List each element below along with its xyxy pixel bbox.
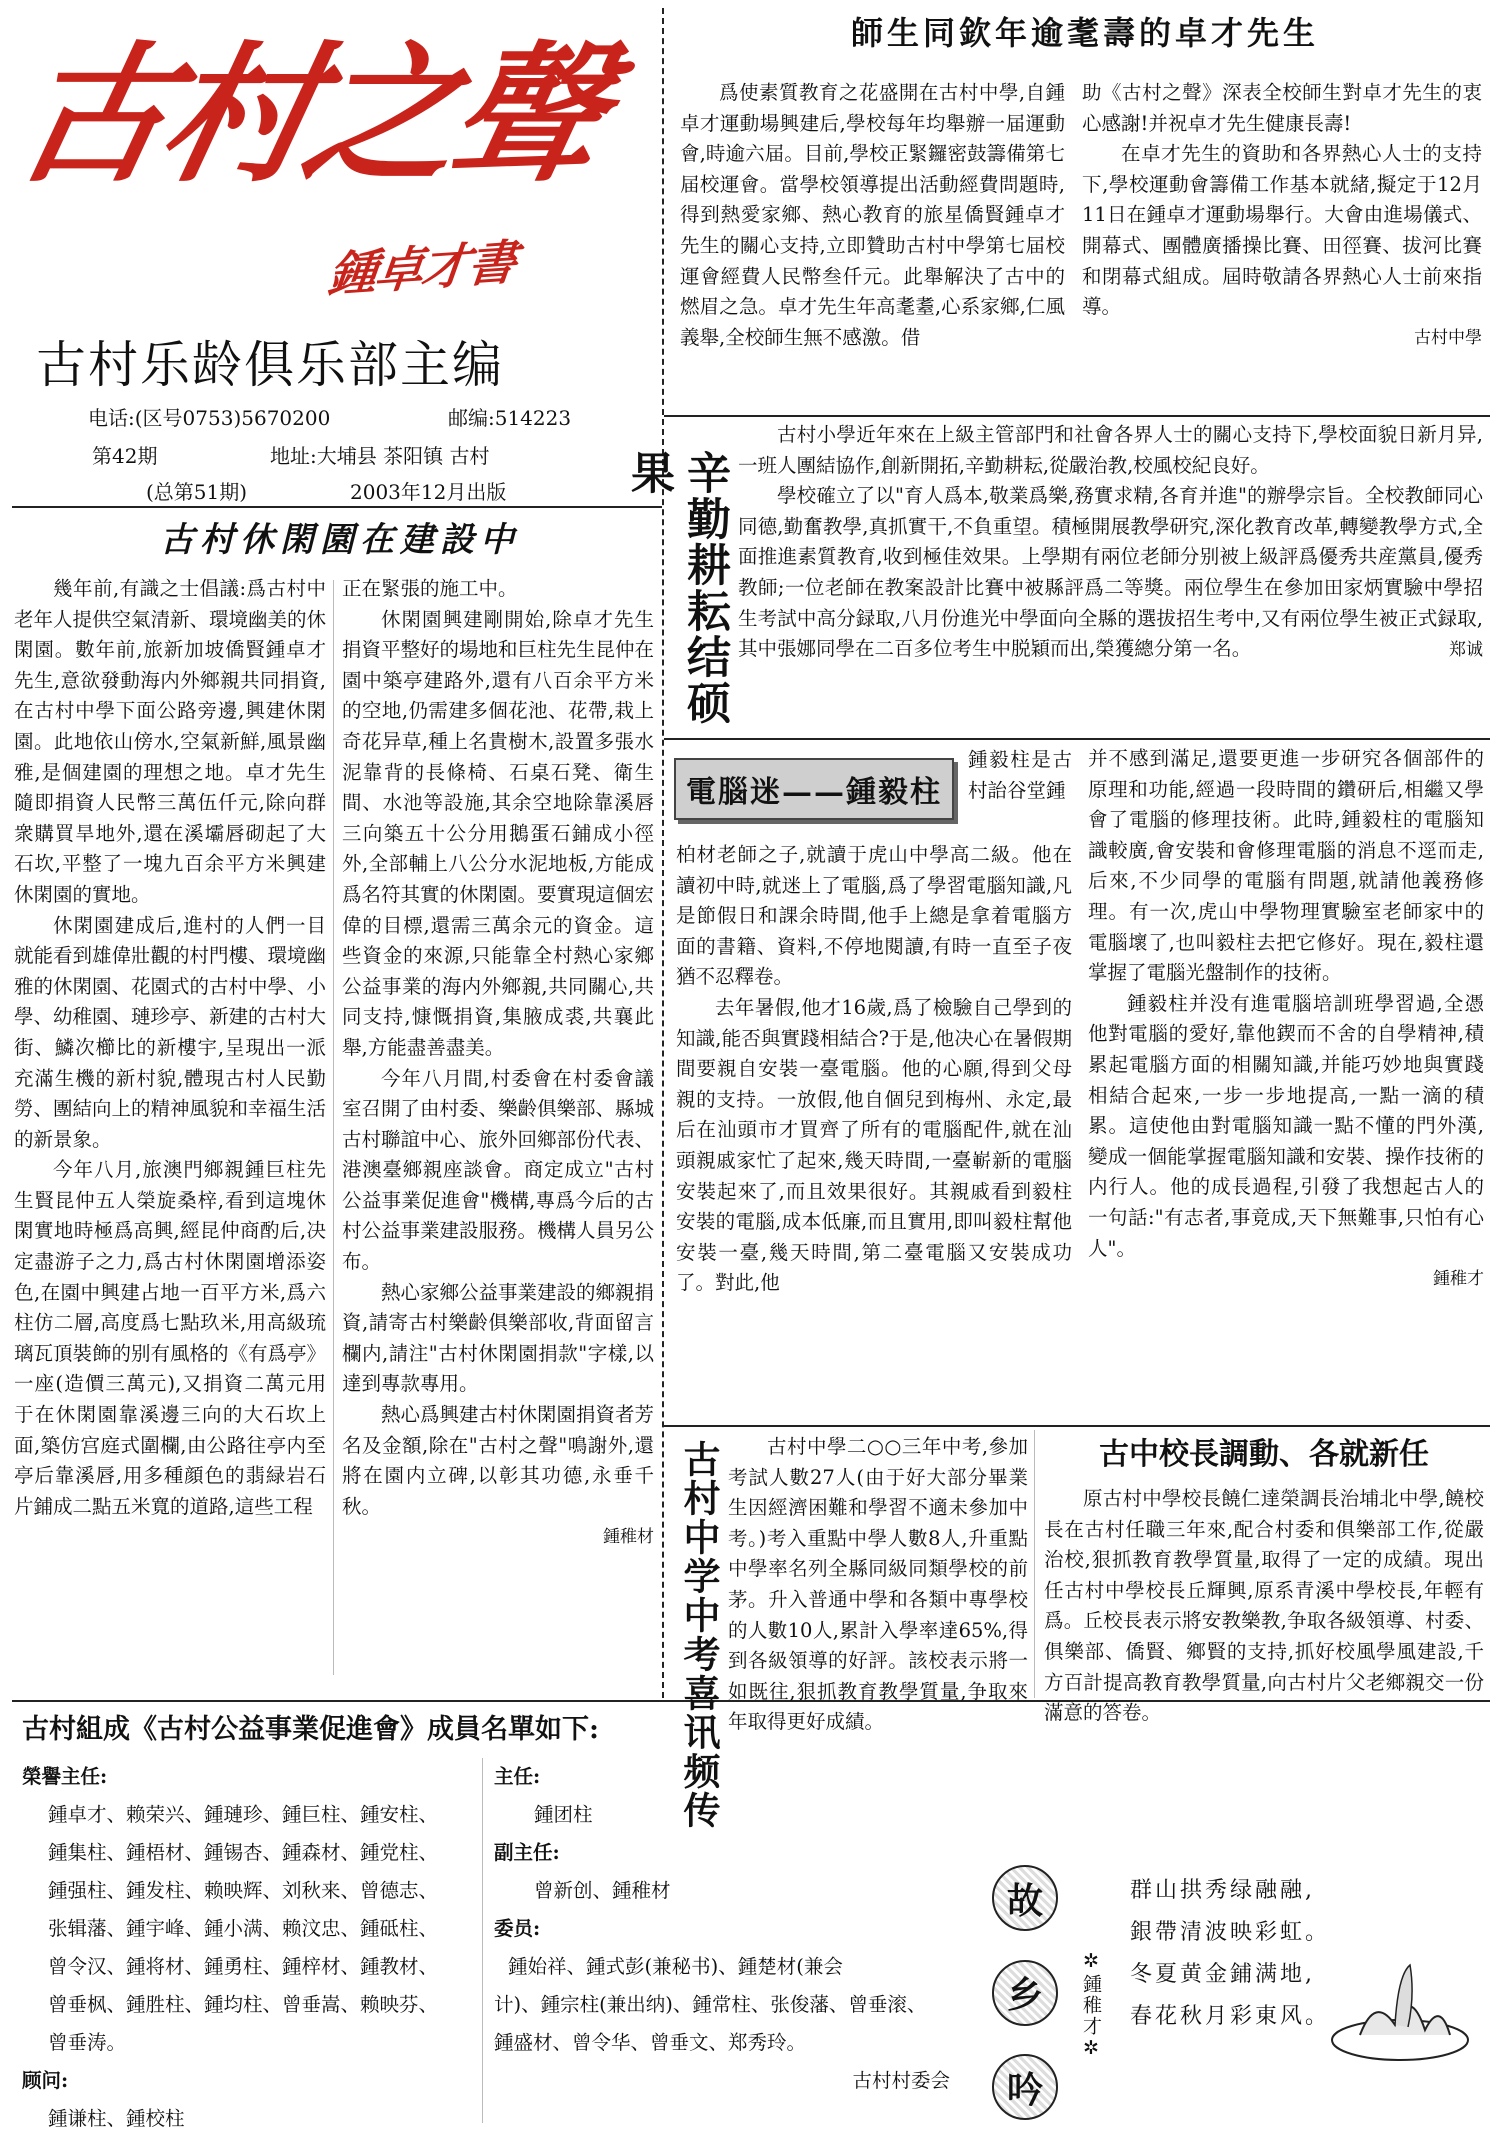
zhuocai-col2 bbox=[1082, 78, 1482, 408]
divider-right-3 bbox=[664, 1425, 1490, 1427]
poem-author: ✲鍾稚才✲ bbox=[1080, 1950, 1102, 2061]
committee-label: 委员: bbox=[494, 1917, 541, 1940]
park-headline: 古村休閑園在建設中 bbox=[160, 520, 520, 560]
park-col2 bbox=[342, 574, 654, 1686]
park-col2-p5: 熱心爲興建古村休閑園捐資者芳名及金額,除在"古村之聲"鳴謝外,還將在園内立碑,以彰其功德,永垂千秋。 bbox=[342, 1403, 654, 1518]
honorary-line: 曾令汉、鍾将材、鍾勇柱、鍾梓材、鍾教材、 bbox=[48, 1955, 439, 1978]
computer-col2-p1: 并不感到滿足,還要更進一步研究各個部件的原理和功能,經過一段時間的鑽研后,相繼又學會了電腦的修理技術。此時,鍾毅柱的電腦知識較廣,會安裝和會修理電腦的消息不逕而走,后來,不少同學的電腦有問題,就請他義務修理。有一次,虎山中學物理實驗室老師家中的電腦壞了,也叫毅柱去把它修好。現在,毅柱還掌握了電腦光盤制作的技術。 bbox=[1088, 747, 1484, 985]
computer-col2-p2: 鍾毅柱并没有進電腦培訓班學習過,全憑他對電腦的愛好,靠他鍥而不舍的自學精神,積累起電腦方面的相關知識,并能巧妙地與實踐相結合起來,一步一步地提高,一點一滴的積累。這使他由對電腦知識一點不懂的門外漢,變成一個能掌握電腦知識和安裝、操作技術的内行人。他的成長過程,引發了我想起古人的一句話:"有志者,事竟成,天下無難事,只怕有心人"。 bbox=[1088, 991, 1484, 1260]
honorary-line: 曾垂涛。 bbox=[48, 2031, 127, 2054]
honorary-line: 鍾强柱、鍾发柱、赖映辉、刘秋来、曾德志、 bbox=[48, 1879, 439, 1902]
poem-line: 冬夏黄金鋪满地, bbox=[1130, 1962, 1315, 1987]
zhuocai-col1-text: 爲使素質教育之花盛開在古村中學,自鍾卓才運動場興建后,學校每年均舉辦一届運動會,時逾六届。目前,學校正緊鑼密鼓籌備第七届校運會。當學校領導提出活動經費問題時,得到熱愛家鄉、熱心教育的旅星僑賢鍾卓才先生的關心支持,立即贊助古村中學第七届校運會經費人民幣叁仟元。此舉解決了古中的燃眉之急。卓才先生年高耄耋,心系家鄉,仁風義舉,全校師生無不感激。借 bbox=[680, 81, 1065, 349]
park-col2-p2: 休閑園興建剛開始,除卓才先生捐資平整好的場地和巨柱先生昆仲在園中築亭建路外,還有八百余平方米的空地,仍需建多個花池、花帶,栽上奇花异草,種上名貴樹木,設置多張水泥靠背的長條椅、石桌石凳、衛生間、水池等設施,其余空地除靠溪唇三向築五十公分用鵝蛋石鋪成小徑外,全部輔上八公分水泥地板,方能成爲名符其實的休閑園。要實現這個宏偉的目標,還需三萬余元的資金。這些資金的來源,只能靠全村熱心家鄉公益事業的海内外鄉親,共同關心,共同支持,慷慨捐資,集腋成裘,共襄此舉,方能盡善盡美。 bbox=[342, 607, 654, 1059]
park-col1-p3: 今年八月,旅澳門鄉親鍾巨柱先生賢昆仲五人榮旋桑梓,看到這塊休閑實地時極爲高興,經昆仲商酌后,决定盡游子之力,爲古村休閑園增添姿色,在園中興建占地一百平方米,爲六柱仿二層,高度爲七點玖米,用高級琉璃瓦頂裝飾的别有風格的《有爲亭》一座(造價三萬元),又捐資二萬元用于在休閑園靠溪邊三向的大石坎上面,築仿宫庭式圍欄,由公路往亭内至亭后靠溪唇,用多種顔色的翡緑岩石片鋪成二點五米寬的道路,這些工程 bbox=[14, 1158, 326, 1518]
divider-park-cols bbox=[333, 580, 334, 1675]
lotus-illustration bbox=[1320, 1955, 1470, 2065]
park-col2-p4: 熱心家鄉公益事業建設的鄉親捐資,請寄古村樂齡俱樂部收,背面留言欄内,請注"古村休閑園捐款"字樣,以達到專款專用。 bbox=[342, 1280, 654, 1396]
computer-col2 bbox=[1088, 744, 1484, 1422]
masthead-phone: 电话:(区号0753)5670200 bbox=[88, 406, 331, 430]
principal-body bbox=[1044, 1484, 1484, 1859]
divider-right-1 bbox=[664, 415, 1490, 417]
computer-col1-top-text: 鍾毅柱是古村詒谷堂鍾 bbox=[968, 748, 1072, 802]
poem-line: 銀帶清波映彩虹。 bbox=[1130, 1920, 1331, 1945]
masthead-calligrapher: 鍾卓才書 bbox=[325, 234, 518, 304]
school-p2: 學校確立了以"育人爲本,敬業爲樂,務實求精,各育并進"的辦學宗旨。全校教師同心同德,勤奮教學,真抓實干,不負重望。積極開展教學研究,深化教育改革,轉變教學方式,全面推進素質教育,收到極佳效果。上學期有兩位老師分别被上級評爲優秀共産黨員,優秀教師;一位老師在教案設計比賽中被縣評爲二等獎。兩位學生在參加田家炳實驗中學招生考試中高分録取,八月份進光中學面向全縣的選拔招生考中,又有兩位學生被正式録取,其中張娜同學在二百多位考生中脱穎而出,榮獲總分第一名。 bbox=[738, 484, 1483, 661]
vice-label: 副主任: bbox=[494, 1841, 560, 1864]
committee-line: 鍾始祥、鍾式彭(兼秘书)、鍾楚材(兼会 bbox=[508, 1955, 843, 1978]
zhuocai-col2-text-a: 助《古村之聲》深表全校師生對卓才先生的衷心感謝!并祝卓才先生健康長壽! bbox=[1082, 81, 1482, 135]
advisor-label: 顾问: bbox=[22, 2069, 69, 2092]
members-officers bbox=[494, 1758, 964, 2100]
masthead-issue: 第42期 bbox=[92, 444, 158, 468]
park-col1-p1: 幾年前,有識之士倡議:爲古村中老年人提供空氣清新、環境幽美的休閑園。數年前,旅新加坡僑賢鍾卓才先生,意欲發動海内外鄉親共同捐資,在古村中學下面公路旁邊,興建休閑園。此地依山傍水,空氣新鮮,風景幽雅,是個建園的理想之地。卓才先生隨即捐資人民幣三萬伍仟元,除向群衆購買旱地外,還在溪壩唇砌起了大石坎,平整了一塊九百余平方米興建休閑園的實地。 bbox=[14, 577, 326, 906]
poem-title bbox=[985, 1865, 1065, 2120]
masthead-address: 地址:大埔县 茶阳镇 古村 bbox=[270, 444, 490, 468]
members-headline: 古村組成《古村公益事業促進會》成員名單如下: bbox=[22, 1714, 599, 1745]
computer-headline: 電腦迷——鍾毅柱 bbox=[686, 775, 942, 810]
masthead-date: 2003年12月出版 bbox=[350, 480, 507, 504]
computer-col1-top bbox=[968, 744, 1072, 839]
exam-vertical-title: 古村中学中考喜讯频传 bbox=[677, 1440, 721, 1830]
honorary-line: 曾垂枫、鍾胜柱、鍾均柱、曾垂嵩、赖映芬、 bbox=[48, 1993, 439, 2016]
computer-col1 bbox=[676, 840, 1072, 1420]
principal-text: 原古村中學校長饒仁達榮調長治埔北中學,饒校長在古村任職三年來,配合村委和俱樂部工作,從嚴治校,狠抓教育教學質量,取得了一定的成績。現出任古村中學校長丘輝興,原系青溪中學校長,年輕有爲。丘校長表示將安教樂教,争取各級領導、村委、俱樂部、僑賢、鄉賢的支持,抓好校風學風建設,千方百計提高教育教學質量,向古村片父老鄉親交一份滿意的答卷。 bbox=[1044, 1487, 1484, 1725]
poem-title-char: 乡 bbox=[992, 1960, 1058, 2026]
director-label: 主任: bbox=[494, 1765, 541, 1788]
vice: 曾新创、鍾稚材 bbox=[534, 1879, 671, 1902]
exam-text: 古村中學二○○三年中考,參加考試人數27人(由于好大部分畢業生因經濟困難和學習不適未參加中考。)考入重點中學人數8人,升重點中學率名列全縣同級同類學校的前茅。升入普通中學和各類中專學校的人數10人,累計入學率達65%,得到各級領導的好評。該校表示將一如既往,狠抓教育教學質量,争取來年取得更好成績。 bbox=[728, 1435, 1028, 1734]
masthead-postcode: 邮编:514223 bbox=[448, 406, 572, 430]
divider-right-2 bbox=[664, 738, 1490, 740]
zhuocai-signature: 古村中學 bbox=[1414, 327, 1482, 348]
zhuocai-col1 bbox=[680, 78, 1065, 408]
masthead-total-issue: (总第51期) bbox=[146, 480, 248, 504]
divider-masthead-bottom bbox=[12, 506, 662, 508]
park-col2-p3: 今年八月間,村委會在村委會議室召開了由村委、樂齡俱樂部、縣城古村聯誼中心、旅外回鄉部份代表、港澳臺鄉親座談會。商定成立"古村公益事業促進會"機構,專爲今后的古村公益事業建設服務。機構人員另公布。 bbox=[342, 1066, 654, 1274]
computer-signature: 鍾稚才 bbox=[1433, 1269, 1484, 1290]
masthead-editor: 古村乐龄俱乐部主编 bbox=[36, 336, 504, 394]
advisors: 鍾谦柱、鍾校柱 bbox=[48, 2107, 185, 2130]
poem-line: 春花秋月彩東风。 bbox=[1130, 2004, 1331, 2029]
masthead-title: 古村之聲 bbox=[2, 27, 616, 203]
school-p1: 古村小學近年來在上級主管部門和社會各界人士的關心支持下,學校面貌日新月异,一班人團結協作,創新開拓,辛勤耕耘,從嚴治教,校風校紀良好。 bbox=[738, 423, 1483, 477]
divider-center-vertical bbox=[662, 8, 664, 1698]
honorary-line: 鍾集柱、鍾梧材、鍾锡杏、鍾森材、鍾党柱、 bbox=[48, 1841, 439, 1864]
poem-line: 群山拱秀绿融融, bbox=[1130, 1878, 1315, 1903]
computer-headline-box bbox=[674, 758, 954, 820]
computer-col1-p2: 去年暑假,他才16歲,爲了檢驗自己學到的知識,能否與實踐相結合?于是,他决心在暑假期間要親自安裝一臺電腦。他的心願,得到父母親的支持。一放假,他自個兒到梅州、永定,最后在汕頭市才買齊了所有的電腦配件,就在汕頭親戚家忙了起來,幾天時間,一臺嶄新的電腦安裝起來了,而且效果很好。其親戚看到毅柱安裝的電腦,成本低廉,而且實用,即叫毅柱幫他安裝一臺,幾天時間,第二臺電腦又安裝成功了。對此,他 bbox=[676, 995, 1072, 1295]
honorary-line: 张辑藩、鍾宇峰、鍾小满、赖汶忠、鍾砥柱、 bbox=[48, 1917, 439, 1940]
director: 鍾团柱 bbox=[534, 1803, 593, 1826]
honorary-line: 鍾卓才、赖荣兴、鍾璉珍、鍾巨柱、鍾安柱、 bbox=[48, 1803, 439, 1826]
poem-title-char: 吟 bbox=[992, 2054, 1058, 2120]
school-vertical-title: 辛勤耕耘结硕果 bbox=[623, 450, 730, 726]
zhuocai-headline: 師生同欽年逾耄壽的卓才先生 bbox=[850, 14, 1319, 52]
divider-exam-principal bbox=[1034, 1430, 1035, 1698]
committee-line: 鍾盛材、曾令华、曾垂文、郑秀玲。 bbox=[494, 2031, 807, 2054]
members-signature: 古村村委会 bbox=[852, 2069, 950, 2092]
zhuocai-col2-text-b: 在卓才先生的資助和各界熱心人士的支持下,學校運動會籌備工作基本就緒,擬定于12月11日在鍾卓才運動場舉行。大會由進場儀式、開幕式、團體廣播操比賽、田徑賽、拔河比賽和閉幕式組成。屆時敬請各界熱心人士前來指導。 bbox=[1082, 142, 1482, 319]
park-col1 bbox=[14, 574, 326, 1686]
principal-headline: 古中校長調動、各就新任 bbox=[1099, 1437, 1429, 1472]
computer-col1-p1: 柏材老師之子,就讀于虎山中學高二級。他在讀初中時,就迷上了電腦,爲了學習電腦知識,凡是節假日和課余時間,他手上總是拿着電腦方面的書籍、資料,不停地閱讀,有時一直至子夜猶不忍釋卷。 bbox=[676, 843, 1072, 989]
members-honorary bbox=[22, 1758, 480, 2138]
park-col2-p1: 正在緊張的施工中。 bbox=[342, 577, 518, 600]
committee-line: 计)、鍾宗柱(兼出纳)、鍾常柱、张俊藩、曾垂滚、 bbox=[494, 1993, 927, 2016]
park-col1-p2: 休閑園建成后,進村的人們一目就能看到雄偉壯觀的村門樓、環境幽雅的休閑園、花園式的古村中學、小學、幼稚園、璉珍亭、新建的古村大街、鱗次櫛比的新樓宇,呈現出一派充滿生機的新村貌,體現古村人民勤勞、團結向上的精神風貌和幸福生活的新景象。 bbox=[14, 913, 326, 1151]
poem-title-char: 故 bbox=[992, 1865, 1058, 1931]
park-signature: 鍾稚材 bbox=[603, 1527, 654, 1548]
divider-members-cols bbox=[482, 1758, 483, 2123]
school-body bbox=[738, 420, 1483, 735]
school-signature: 郑诚 bbox=[1449, 639, 1483, 660]
honorary-label: 榮譽主任: bbox=[22, 1765, 108, 1788]
